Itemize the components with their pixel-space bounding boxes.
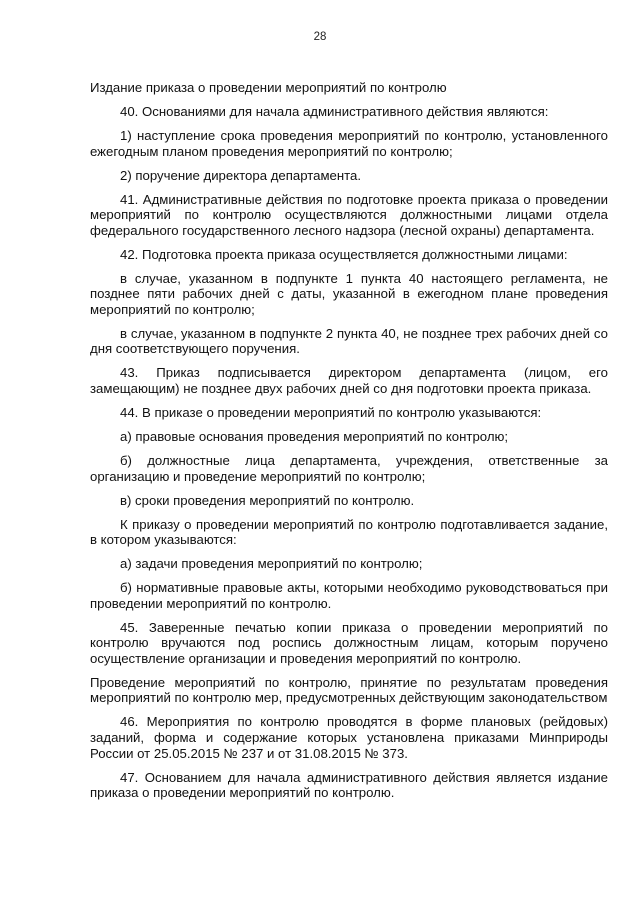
section-heading: Издание приказа о проведении мероприятий по контролю: [90, 80, 447, 95]
paragraph: 46. Мероприятия по контролю проводятся в форме плановых (рейдовых) заданий, форма и содержание которых установлена приказами Минприроды России от 25.05.2015 № 237 и от 31.08.2015 № 373.: [90, 714, 608, 761]
document-body: [90, 80, 608, 809]
paragraph: 47. Основанием для начала административного действия является издание приказа о проведении мероприятий по контролю.: [90, 769, 608, 801]
paragraph: 40. Основаниями для начала административного действия являются:: [120, 103, 549, 119]
paragraph: 43. Приказ подписывается директором департамента (лицом, его замещающим) не позднее двух рабочих дней со дня подготовки проекта приказа.: [90, 365, 608, 397]
section-heading: Проведение мероприятий по контролю, принятие по результатам проведения мероприятий по контролю мер, предусмотренных действующим законодательством: [90, 674, 608, 706]
paragraph: а) задачи проведения мероприятий по контролю;: [120, 556, 423, 572]
paragraph: в случае, указанном в подпункте 1 пункта 40 настоящего регламента, не позднее пяти рабочих дней с даты, указанной в ежегодном плане проведения мероприятий по контролю;: [90, 270, 608, 317]
paragraph: б) нормативные правовые акты, которыми необходимо руководствоваться при проведении мероприятий по контролю.: [90, 580, 608, 611]
paragraph: 2) поручение директора департамента.: [120, 167, 362, 183]
paragraph: в случае, указанном в подпункте 2 пункта 40, не позднее трех рабочих дней со дня соответствующего поручения.: [90, 325, 608, 357]
paragraph: б) должностные лица департамента, учреждения, ответственные за организацию и проведение мероприятий по контролю;: [90, 452, 608, 484]
paragraph: 42. Подготовка проекта приказа осуществляется должностными лицами:: [120, 246, 568, 262]
paragraph: 1) наступление срока проведения мероприятий по контролю, установленного ежегодным планом проведения мероприятий по контролю;: [90, 127, 608, 159]
paragraph: 41. Административные действия по подготовке проекта приказа о проведении мероприятий по контролю осуществляются должностными лицами отдела федерального государственного лесного надзора (лесной охраны) департамента.: [90, 191, 608, 238]
paragraph: 44. В приказе о проведении мероприятий по контролю указываются:: [120, 405, 542, 421]
paragraph: 45. Заверенные печатью копии приказа о проведении мероприятий по контролю вручаются под роспись должностным лицам, которым поручено осуществление организации и проведения мероприятий по контролю.: [90, 619, 608, 666]
paragraph: К приказу о проведении мероприятий по контролю подготавливается задание, в котором указываются:: [90, 516, 608, 548]
paragraph: а) правовые основания проведения мероприятий по контролю;: [120, 429, 509, 444]
paragraph: в) сроки проведения мероприятий по контролю.: [120, 492, 415, 508]
page-number: 28: [313, 31, 327, 43]
